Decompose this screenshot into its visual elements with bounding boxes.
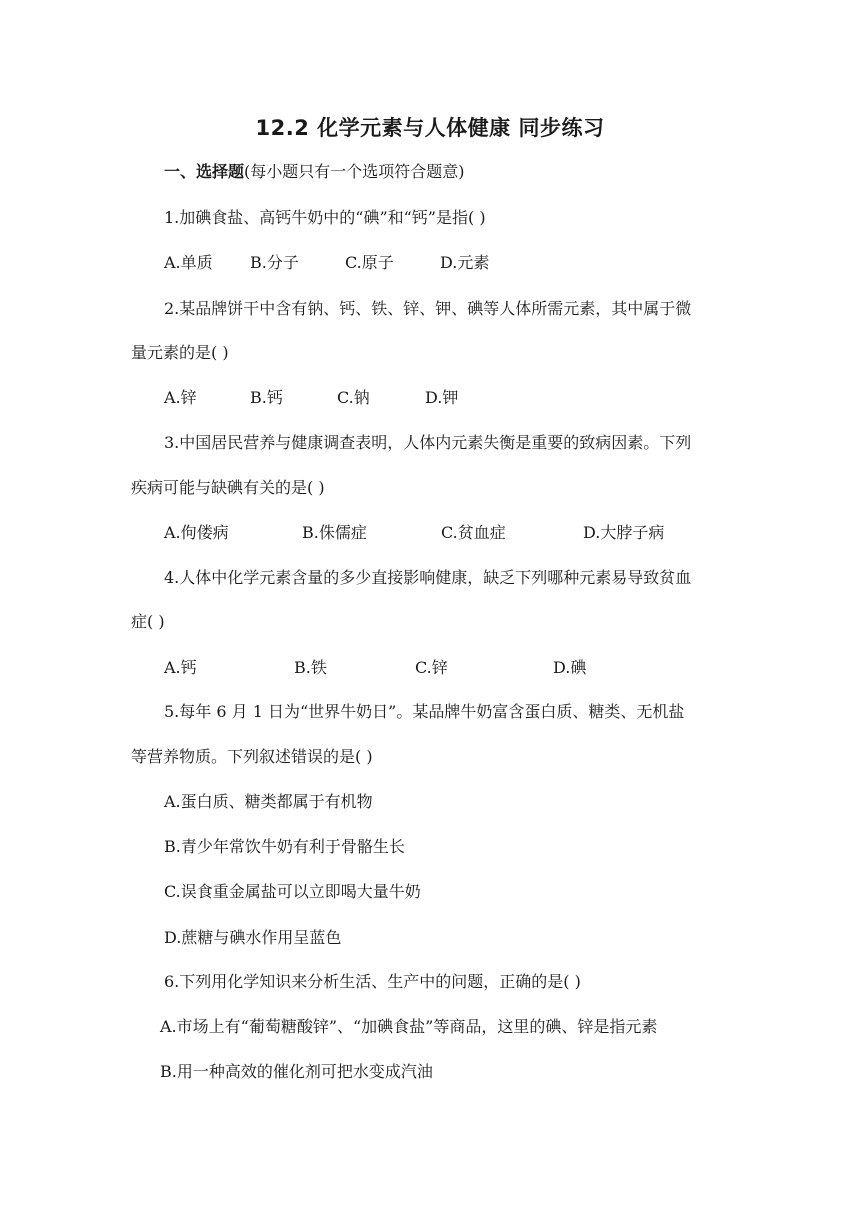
question-1-option-b: B.分子 — [250, 253, 299, 272]
question-4-option-c: C.锌 — [415, 658, 448, 677]
section-heading-line — [164, 160, 465, 184]
question-6-option-b: B.用一种高效的催化剂可把水变成汽油 — [160, 1062, 433, 1081]
question-3-stem-line-1: 3.中国居民营养与健康调查表明，人体内元素失衡是重要的致病因素。下列 — [164, 433, 692, 452]
question-5-option-a: A.蛋白质、糖类都属于有机物 — [164, 792, 373, 811]
question-6-option-a: A.市场上有“葡萄糖酸锌”、“加碘食盐”等商品，这里的碘、锌是指元素 — [160, 1017, 658, 1036]
question-5-stem-line-2: 等营养物质。下列叙述错误的是( ) — [131, 747, 373, 766]
question-3-option-a: A.佝偻病 — [164, 523, 229, 542]
question-1-stem: 1.加碘食盐、高钙牛奶中的“碘”和“钙”是指( ) — [164, 208, 486, 227]
question-5-option-c: C.误食重金属盐可以立即喝大量牛奶 — [164, 882, 421, 901]
question-5-stem-line-1: 5.每年 6 月 1 日为“世界牛奶日”。某品牌牛奶富含蛋白质、糖类、无机盐 — [164, 702, 685, 721]
question-4-stem-line-1: 4.人体中化学元素含量的多少直接影响健康，缺乏下列哪种元素易导致贫血 — [164, 568, 692, 587]
question-5-option-d: D.蔗糖与碘水作用呈蓝色 — [164, 928, 342, 947]
question-6-stem: 6.下列用化学知识来分析生活、生产中的问题，正确的是( ) — [164, 972, 581, 991]
question-4-option-d: D.碘 — [553, 658, 587, 677]
question-5-option-b: B.青少年常饮牛奶有利于骨骼生长 — [164, 837, 405, 856]
question-2-stem-line-2: 量元素的是( ) — [131, 343, 229, 362]
question-3-option-c: C.贫血症 — [441, 523, 506, 542]
question-2-stem-line-1: 2.某品牌饼干中含有钠、钙、铁、锌、钾、碘等人体所需元素，其中属于微 — [164, 299, 692, 318]
question-3-option-b: B.侏儒症 — [302, 523, 367, 542]
question-1-option-c: C.原子 — [345, 253, 394, 272]
question-3-option-d: D.大脖子病 — [583, 523, 665, 542]
question-1-option-d: D.元素 — [440, 253, 490, 272]
question-1-option-a: A.单质 — [164, 253, 213, 272]
section-note: (每小题只有一个选项符合题意) — [244, 162, 465, 181]
question-3-stem-line-2: 疾病可能与缺碘有关的是( ) — [131, 478, 325, 497]
section-heading: 一、选择题 — [164, 162, 245, 181]
question-2-option-a: A.锌 — [164, 388, 197, 407]
question-4-stem-line-2: 症( ) — [131, 612, 165, 631]
question-4-option-a: A.钙 — [164, 658, 197, 677]
question-2-option-d: D.钾 — [425, 388, 459, 407]
question-4-option-b: B.铁 — [294, 658, 327, 677]
question-2-option-c: C.钠 — [337, 388, 370, 407]
question-2-option-b: B.钙 — [250, 388, 283, 407]
document-title: 12.2 化学元素与人体健康 同步练习 — [255, 116, 605, 140]
